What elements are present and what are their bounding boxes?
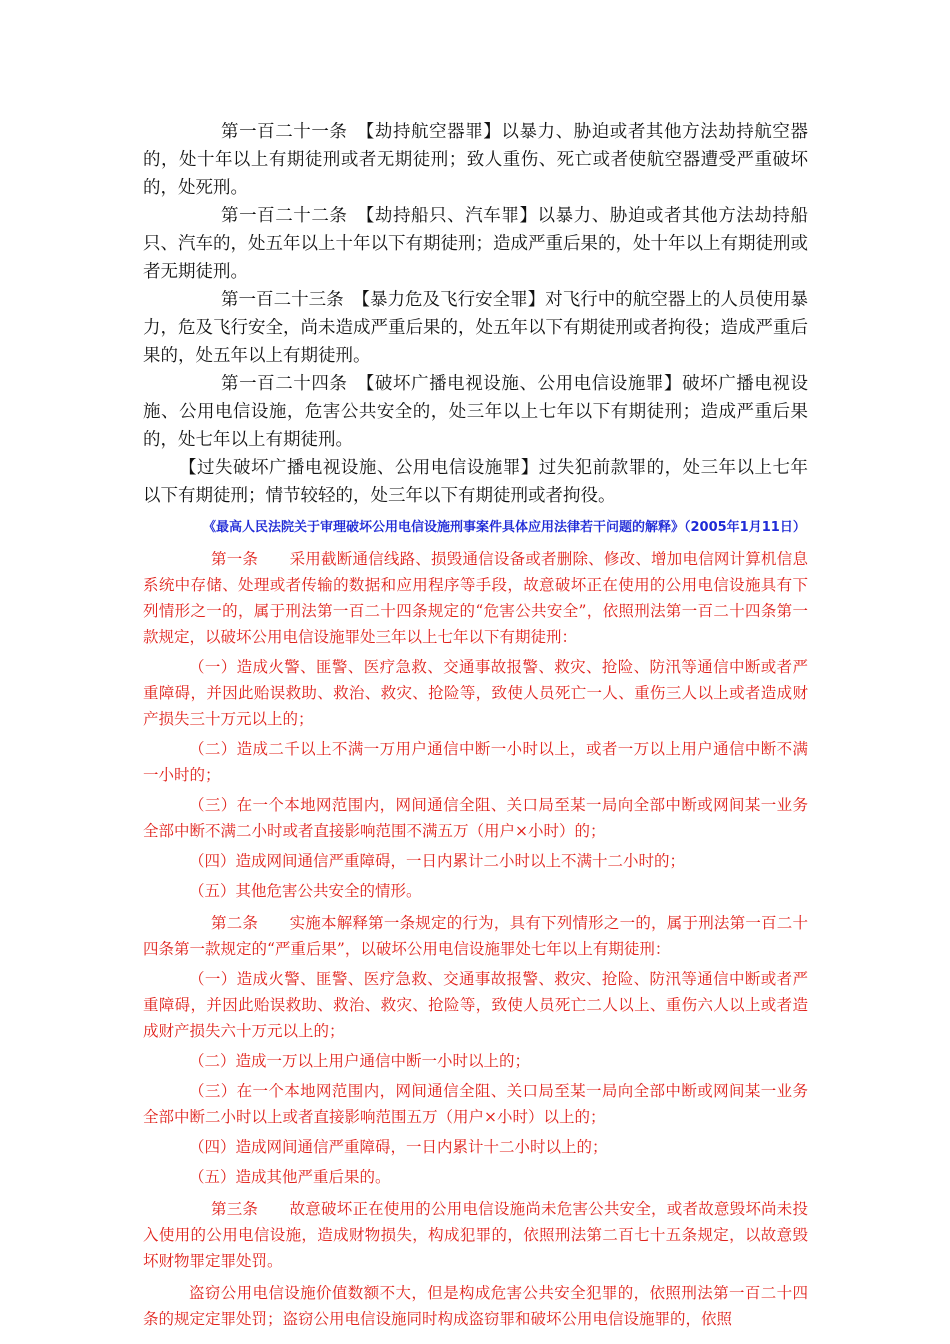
document-page — [143, 118, 808, 1332]
article-2-item-5: （五）造成其他严重后果的。 — [189, 1168, 391, 1186]
article-124: 第一百二十四条 【破坏广播电视设施、公用电信设施罪】破坏广播电视设施、公用电信设施，危害公共安全的，处三年以上七年以下有期徒刑；造成严重后果的，处七年以上有期徒刑。 — [143, 374, 808, 450]
article-124-paragraph-2: 【过失破坏广播电视设施、公用电信设施罪】过失犯前款罪的，处三年以上七年以下有期徒刑；情节较轻的，处三年以下有期徒刑或者拘役。 — [143, 458, 808, 506]
article-123: 第一百二十三条 【暴力危及飞行安全罪】对飞行中的航空器上的人员使用暴力，危及飞行安全，尚未造成严重后果的，处五年以下有期徒刑或者拘役；造成严重后果的，处五年以上有期徒刑。 — [143, 290, 808, 366]
article-2-item-2: （二）造成一万以上用户通信中断一小时以上的； — [189, 1052, 531, 1070]
article-1-item-5: （五）其他危害公共安全的情形。 — [189, 882, 422, 900]
interpretation-title[interactable]: 《最高人民法院关于审理破坏公用电信设施刑事案件具体应用法律若干问题的解释》（2005年1月11日） — [203, 520, 806, 535]
article-121: 第一百二十一条 【劫持航空器罪】以暴力、胁迫或者其他方法劫持航空器的，处十年以上有期徒刑或者无期徒刑；致人重伤、死亡或者使航空器遭受严重破坏的，处死刑。 — [143, 122, 808, 198]
article-2-item-3: （三）在一个本地网范围内，网间通信全阻、关口局至某一局向全部中断或网间某一业务全部中断二小时以上或者直接影响范围五万（用户×小时）以上的； — [143, 1082, 808, 1126]
article-1-item-2: （二）造成二千以上不满一万用户通信中断一小时以上，或者一万以上用户通信中断不满一小时的； — [143, 740, 808, 784]
article-122: 第一百二十二条 【劫持船只、汽车罪】以暴力、胁迫或者其他方法劫持船只、汽车的，处五年以上十年以下有期徒刑；造成严重后果的，处十年以上有期徒刑或者无期徒刑。 — [143, 206, 808, 282]
article-2-item-1: （一）造成火警、匪警、医疗急救、交通事故报警、救灾、抢险、防汛等通信中断或者严重障碍，并因此贻误救助、救治、救灾、抢险等，致使人员死亡二人以上、重伤六人以上或者造成财产损失六十万元以上的； — [143, 970, 808, 1040]
article-1-item-1: （一）造成火警、匪警、医疗急救、交通事故报警、救灾、抢险、防汛等通信中断或者严重障碍，并因此贻误救助、救治、救灾、抢险等，致使人员死亡一人、重伤三人以上或者造成财产损失三十万元以上的； — [143, 658, 808, 728]
interpretation-article-2: 第二条 实施本解释第一条规定的行为，具有下列情形之一的，属于刑法第一百二十四条第一款规定的“严重后果”，以破坏公用电信设施罪处七年以上有期徒刑： — [143, 914, 808, 958]
article-1-item-4: （四）造成网间通信严重障碍，一日内累计二小时以上不满十二小时的； — [189, 852, 686, 870]
interpretation-article-3: 第三条 故意破坏正在使用的公用电信设施尚未危害公共安全，或者故意毁坏尚未投入使用的公用电信设施，造成财物损失，构成犯罪的，依照刑法第二百七十五条规定，以故意毁坏财物罪定罪处罚。 — [143, 1200, 808, 1270]
interpretation-article-1: 第一条 采用截断通信线路、损毁通信设备或者删除、修改、增加电信网计算机信息系统中存储、处理或者传输的数据和应用程序等手段，故意破坏正在使用的公用电信设施具有下列情形之一的，属于刑法第一百二十四条规定的“危害公共安全”，依照刑法第一百二十四条第一款规定，以破坏公用电信设施罪处三年以上七年以下有期徒刑： — [143, 550, 808, 646]
article-2-item-4: （四）造成网间通信严重障碍，一日内累计十二小时以上的； — [189, 1138, 608, 1156]
article-3-paragraph-2: 盗窃公用电信设施价值数额不大，但是构成危害公共安全犯罪的，依照刑法第一百二十四条的规定定罪处罚；盗窃公用电信设施同时构成盗窃罪和破坏公用电信设施罪的，依照 — [143, 1284, 808, 1328]
article-1-item-3: （三）在一个本地网范围内，网间通信全阻、关口局至某一局向全部中断或网间某一业务全部中断不满二小时或者直接影响范围不满五万（用户×小时）的； — [143, 796, 808, 840]
